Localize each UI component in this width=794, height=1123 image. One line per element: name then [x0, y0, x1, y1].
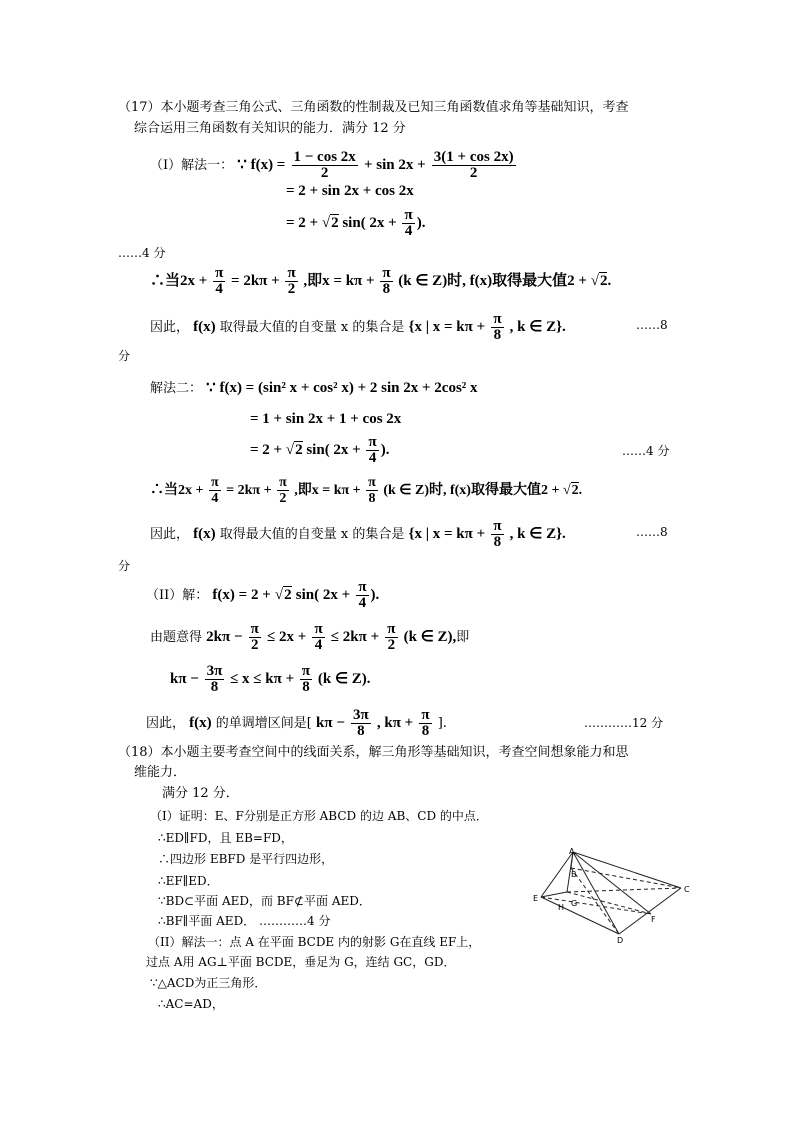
fraction: [351, 708, 371, 739]
q17-method2-set: [150, 517, 566, 552]
numerator: π: [493, 518, 502, 534]
fraction: [402, 208, 414, 239]
plain-text: 由题意得: [150, 630, 203, 645]
fraction: [385, 622, 397, 653]
q17-method2-line2: = 1 + sin 2x + 1 + cos 2x: [250, 411, 402, 427]
math-text: , k ∈ Z}.: [509, 526, 566, 542]
plain-text: ].: [437, 716, 447, 731]
q17-method2-line1: [150, 380, 478, 397]
math-text: ≤ 2x +: [267, 629, 307, 645]
q17-heading-line2: 综合运用三角函数有关知识的能力．满分 12 分: [134, 121, 406, 136]
plain-text: 取得最大值的自变量 x 的集合是: [219, 320, 405, 335]
fraction: [277, 475, 289, 506]
numerator: π: [250, 621, 259, 637]
edge-DC: [619, 888, 681, 934]
fraction: [285, 266, 297, 297]
denominator: 8: [493, 534, 502, 550]
math-text: (k ∈ Z).: [317, 671, 371, 687]
math-text: kπ −: [170, 671, 199, 687]
fraction: [205, 664, 225, 695]
numerator: 1 − cos 2x: [293, 149, 356, 165]
math-text: ∵ f(x) =: [237, 157, 286, 173]
label-A: A: [569, 848, 575, 856]
math-text: , kπ +: [376, 715, 414, 731]
fraction: [292, 150, 358, 181]
denominator: 8: [382, 281, 391, 298]
part1-label: （I）解法一：: [150, 158, 234, 173]
numerator: 3π: [206, 663, 223, 680]
numerator: π: [387, 621, 396, 637]
math-text: sin( 2x +: [342, 215, 397, 231]
q17-method1-line3: = 2 + √2 sin( 2x + $\frac{\pi}{4}$ ).: [286, 207, 426, 240]
math-text: sin( 2x +: [306, 442, 361, 458]
denominator: 8: [368, 491, 376, 507]
math-text: sin( 2x +: [295, 587, 351, 603]
edge-ED: [541, 897, 619, 934]
fraction: [491, 312, 503, 343]
q17-method1-set: [150, 310, 566, 345]
numerator: π: [314, 621, 323, 637]
label-G: G: [571, 899, 578, 908]
denominator: 4: [358, 595, 367, 611]
q18-line-8: 过点 A用 AG⊥平面 BCDE，垂足为 G，连结 GC，GD．: [146, 955, 456, 969]
math-text: 2kπ −: [206, 629, 243, 645]
math-text: ,即x = kπ +: [294, 483, 361, 498]
numerator: π: [210, 475, 219, 491]
edge-EB: [541, 892, 567, 897]
q17-heading-line1: （17）本小题考查三角公式、三角函数的性制裁及已知三角函数值求角等基础知识，考查: [118, 100, 629, 115]
q18-line-1: （I）证明：E、F分别是正方形 ABCD 的边 AB、CD 的中点．: [150, 809, 488, 823]
score-unit-a: 分: [118, 349, 131, 363]
math-text: = 2kπ +: [231, 273, 280, 289]
math-text: ≤ x ≤ kπ +: [230, 671, 295, 687]
fraction: [366, 475, 378, 506]
q18-heading-line2: 维能力．: [134, 765, 187, 780]
denominator: 4: [215, 281, 223, 298]
edge-BC: [567, 888, 681, 892]
math-text: {x | x = kπ +: [408, 319, 486, 335]
math-text: ≤ 2kπ +: [330, 629, 380, 645]
math-text: kπ −: [316, 715, 345, 731]
math-text: {x | x = kπ +: [408, 526, 486, 542]
denominator: 2: [387, 637, 396, 653]
plain-text: 即: [456, 630, 470, 645]
fraction: [209, 475, 221, 506]
q17-method2-line3: = 2 + √2 sin( 2x + $\frac{\pi}{4}$ ).: [250, 434, 390, 467]
q17-method1-line1: [150, 148, 518, 183]
fraction: [356, 580, 368, 611]
sqrt-radicand: 2: [599, 273, 608, 289]
numerator: π: [493, 311, 502, 327]
q18-line-3: ∴四边形 EBFD 是平行四边形，: [158, 852, 334, 866]
denominator: 8: [302, 679, 310, 696]
sqrt-radicand: 2: [331, 215, 339, 231]
numerator: 3(1 + cos 2x): [433, 149, 514, 165]
q17-method1-max: ∴当2x + $\frac{\pi}{4}$ = 2kπ + $\frac{\pi}{2}$ ,即x = kπ + $\frac{\pi}{8}$ (k ∈ Z)时, f(x)取得最大值2 + √2.: [150, 265, 612, 298]
denominator: 2: [320, 165, 329, 181]
fraction: [213, 266, 225, 297]
denominator: 2: [279, 491, 287, 507]
math-text: (k ∈ Z)时, f(x)取得最大值2 +: [398, 273, 587, 289]
numerator: π: [287, 265, 296, 282]
math-text: ,即x = kπ +: [303, 273, 375, 289]
denominator: 8: [210, 679, 219, 696]
part2-label: （II）解：: [146, 588, 209, 603]
numerator: π: [215, 265, 224, 282]
edge-AC: [573, 852, 681, 888]
math-text: ∴当2x +: [150, 483, 204, 498]
numerator: π: [279, 475, 287, 491]
score-8-a: ……8: [636, 318, 668, 332]
math-text: (k ∈ Z),: [403, 629, 457, 645]
fraction: [432, 150, 516, 181]
method2-label: 解法二：: [150, 381, 203, 396]
edge-AD: [573, 852, 619, 934]
q18-line-6: ∴BF∥平面 AED． …………4 分: [158, 914, 331, 928]
math-text: f(x): [189, 715, 212, 731]
score-4-b: ……4 分: [622, 444, 670, 458]
score-4-a: ……4 分: [118, 246, 166, 260]
math-text: = 2kπ +: [226, 483, 272, 498]
q17-method1-line2: = 2 + sin 2x + cos 2x: [286, 183, 414, 199]
label-E: E: [533, 894, 539, 903]
fraction: [300, 664, 312, 695]
q18-line-10: ∴AC=AD，: [158, 997, 224, 1011]
label-C: C: [684, 885, 690, 894]
denominator: 2: [469, 165, 478, 181]
numerator: π: [368, 475, 376, 491]
fraction: [312, 622, 324, 653]
math-text: ∵ f(x) = (sin² x + cos² x) + 2 sin 2x + 2cos² x: [206, 380, 478, 396]
plain-text: 的单调增区间是[: [215, 716, 312, 731]
q17-part2-line4: [146, 706, 447, 741]
math-text: f(x): [193, 319, 216, 335]
math-text: f(x) = 2 +: [212, 587, 271, 603]
numerator: π: [421, 707, 430, 723]
label-D: D: [617, 936, 624, 944]
q17-method2-max: ∴当2x + $\frac{\pi}{4}$ = 2kπ + $\frac{\pi}{2}$ ,即x = kπ + $\frac{\pi}{8}$ (k ∈ Z)时, f(x)取得最大值2 + √2.: [150, 475, 583, 507]
label-B: B: [571, 870, 577, 879]
numerator: π: [301, 663, 311, 680]
fraction: [419, 708, 431, 739]
denominator: 2: [251, 637, 259, 653]
math-text: , k ∈ Z}.: [509, 319, 566, 335]
denominator: 4: [314, 637, 323, 653]
q18-line-7: （II）解法一：点 A 在平面 BCDE 内的射影 G在直线 EF上，: [148, 935, 481, 949]
numerator: π: [382, 265, 391, 282]
numerator: π: [358, 579, 367, 595]
q17-part2-line1: （II）解： f(x) = 2 + √2 sin( 2x + $\frac{\pi}{4}$ ).: [146, 579, 380, 611]
label-F: F: [651, 915, 656, 924]
math-text: = 2 +: [250, 442, 283, 458]
denominator: 4: [211, 491, 219, 507]
math-text: + sin 2x +: [363, 157, 426, 173]
fraction: [380, 266, 392, 297]
fraction: [491, 519, 503, 550]
pyramid-figure: [531, 848, 707, 944]
denominator: 8: [421, 723, 430, 739]
q17-part2-line3: [170, 662, 371, 696]
fraction: [249, 622, 261, 653]
edge-AE: [541, 852, 573, 897]
numerator: π: [368, 434, 377, 451]
math-text: ).: [380, 442, 390, 458]
q17-part2-line2: [150, 620, 469, 655]
math-text: f(x): [193, 526, 216, 542]
label-H: H: [558, 903, 565, 912]
denominator: 4: [368, 450, 377, 467]
q18-line-4: ∴EF∥ED．: [158, 874, 219, 888]
math-text: (k ∈ Z)时, f(x)取得最大值2 +: [383, 483, 560, 498]
plain-text: 因此，: [146, 716, 186, 731]
numerator: π: [404, 207, 413, 224]
sqrt-radicand: 2: [571, 483, 579, 498]
sqrt-radicand: 2: [284, 587, 292, 603]
edge-BF: [567, 892, 651, 914]
math-text: = 2 +: [286, 215, 319, 231]
score-unit-b: 分: [118, 559, 131, 573]
denominator: 4: [404, 223, 413, 240]
math-text: ).: [370, 587, 380, 603]
edge-AF: [573, 852, 651, 914]
denominator: 2: [287, 281, 296, 298]
score-12: …………12 分: [584, 716, 664, 730]
math-text: .: [607, 273, 612, 289]
q18-full-score: 满分 12 分．: [162, 786, 239, 801]
math-text: ∴当2x +: [150, 273, 208, 289]
math-text: .: [578, 483, 583, 498]
q18-line-2: ∴ED∥FD，且 EB=FD，: [158, 831, 293, 845]
numerator: 3π: [353, 707, 369, 723]
edge-GD: [571, 868, 619, 934]
plain-text: 因此，: [150, 320, 190, 335]
plain-text: 因此，: [150, 527, 190, 542]
denominator: 8: [357, 723, 365, 739]
denominator: 8: [493, 327, 502, 343]
q18-line-9: ∵△ACD为正三角形．: [150, 976, 267, 990]
fraction: [366, 435, 378, 466]
math-text: ).: [416, 215, 426, 231]
sqrt-radicand: 2: [295, 442, 303, 458]
score-8-b: ……8: [636, 525, 668, 539]
q18-heading-line1: （18）本小题主要考查空间中的线面关系，解三角形等基础知识，考查空间想象能力和思: [118, 745, 629, 760]
plain-text: 取得最大值的自变量 x 的集合是: [219, 527, 405, 542]
q18-line-5: ∵BD⊂平面 AED，而 BF⊄平面 AED．: [158, 894, 371, 908]
